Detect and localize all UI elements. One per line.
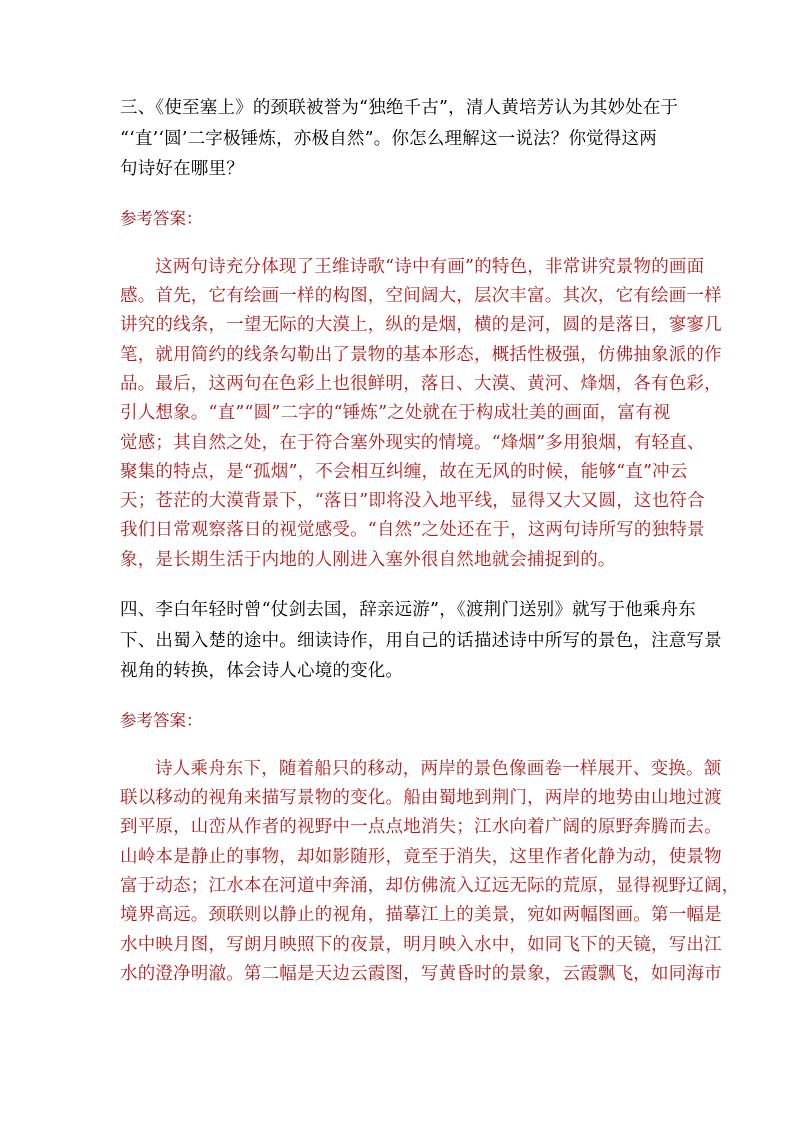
question-3-line: 句诗好在哪里？ <box>120 159 244 180</box>
answer-3-line: 聚集的特点，是“孤烟”，不会相互纠缠，故在无风的时候，能够“直”冲云 <box>120 461 688 482</box>
question-4-line: 下、出蜀入楚的途中。细读诗作，用自己的话描述诗中所写的景色，注意写景 <box>120 630 722 651</box>
answer-4-line: 到平原，山峦从作者的视野中一点点地消失；江水向着广阔的原野奔腾而去。 <box>120 817 722 838</box>
document-body <box>120 93 740 989</box>
answer-label-4: 参考答案： <box>120 710 203 730</box>
answer-4-line: 联以移动的视角来描写景物的变化。船由蜀地到荆门，两岸的地势由山地过渡 <box>120 788 722 809</box>
answer-4-line: 水中映月图，写朗月映照下的夜景，明月映入水中，如同飞下的天镜，写出江 <box>120 934 722 955</box>
answer-3-line: 感。首先，它有绘画一样的构图，空间阔大，层次丰富。其次，它有绘画一样 <box>120 286 722 307</box>
answer-label-3: 参考答案： <box>120 208 203 228</box>
answer-4-line: 诗人乘舟东下，随着船只的移动，两岸的景色像画卷一样展开、变换。颔 <box>155 758 722 779</box>
question-3-text <box>120 93 680 185</box>
question-4-line: 视角的转换，体会诗人心境的变化。 <box>120 661 404 682</box>
answer-4-line: 富于动态；江水本在河道中奔涌，却仿佛流入辽远无际的荒原，显得视野辽阔， <box>120 876 740 897</box>
question-4-line: 四、李白年轻时曾“仗剑去国，辞亲远游”，《渡荆门送别》就写于他乘舟东 <box>120 600 696 621</box>
answer-4-text <box>120 755 740 989</box>
answer-3-line: 笔，就用简约的线条勾勒出了景物的基本形态，概括性极强，仿佛抽象派的作 <box>120 344 722 365</box>
answer-3-line: 这两句诗充分体现了王维诗歌“诗中有画”的特色，非常讲究景物的画面 <box>155 256 705 277</box>
answer-4-line: 境界高远。颈联则以静止的视角，描摹江上的美景，宛如两幅图画。第一幅是 <box>120 905 722 926</box>
answer-3-line: 引人想象。“直”“圆”二字的“锤炼”之处就在于构成壮美的画面，富有视 <box>120 403 671 424</box>
answer-3-line: 讲究的线条，一望无际的大漠上，纵的是烟，横的是河，圆的是落日，寥寥几 <box>120 315 722 336</box>
answer-3-line: 天；苍茫的大漠背景下，“落日”即将没入地平线，显得又大又圆，这也符合 <box>120 491 705 512</box>
answer-3-line: 品。最后，这两句在色彩上也很鲜明，落日、大漠、黄河、烽烟，各有色彩， <box>120 373 722 394</box>
question-section-3 <box>120 93 722 575</box>
question-4-text <box>120 595 722 687</box>
question-3-line: “‘直’‘圆’二字极锤炼，亦极自然”。你怎么理解这一说法？你觉得这两 <box>120 128 657 149</box>
answer-3-line: 象，是长期生活于内地的人刚进入塞外很自然地就会捕捉到的。 <box>120 549 616 570</box>
question-section-4 <box>120 595 740 989</box>
answer-4-line: 水的澄净明澈。第二幅是天边云霞图，写黄昏时的景象，云霞飘飞，如同海市 <box>120 963 722 984</box>
answer-3-line: 我们日常观察落日的视觉感受。“自然”之处还在于，这两句诗所写的独特景 <box>120 520 705 541</box>
answer-3-text <box>120 253 722 575</box>
answer-3-line: 觉感；其自然之处，在于符合塞外现实的情境。“烽烟”多用狼烟，有轻直、 <box>120 432 705 453</box>
question-3-line: 三、《使至塞上》的颈联被誉为“独绝千古”，清人黄培芳认为其妙处在于 <box>120 98 679 118</box>
answer-4-line: 山岭本是静止的事物，却如影随形，竟至于消失，这里作者化静为动，使景物 <box>120 846 722 867</box>
